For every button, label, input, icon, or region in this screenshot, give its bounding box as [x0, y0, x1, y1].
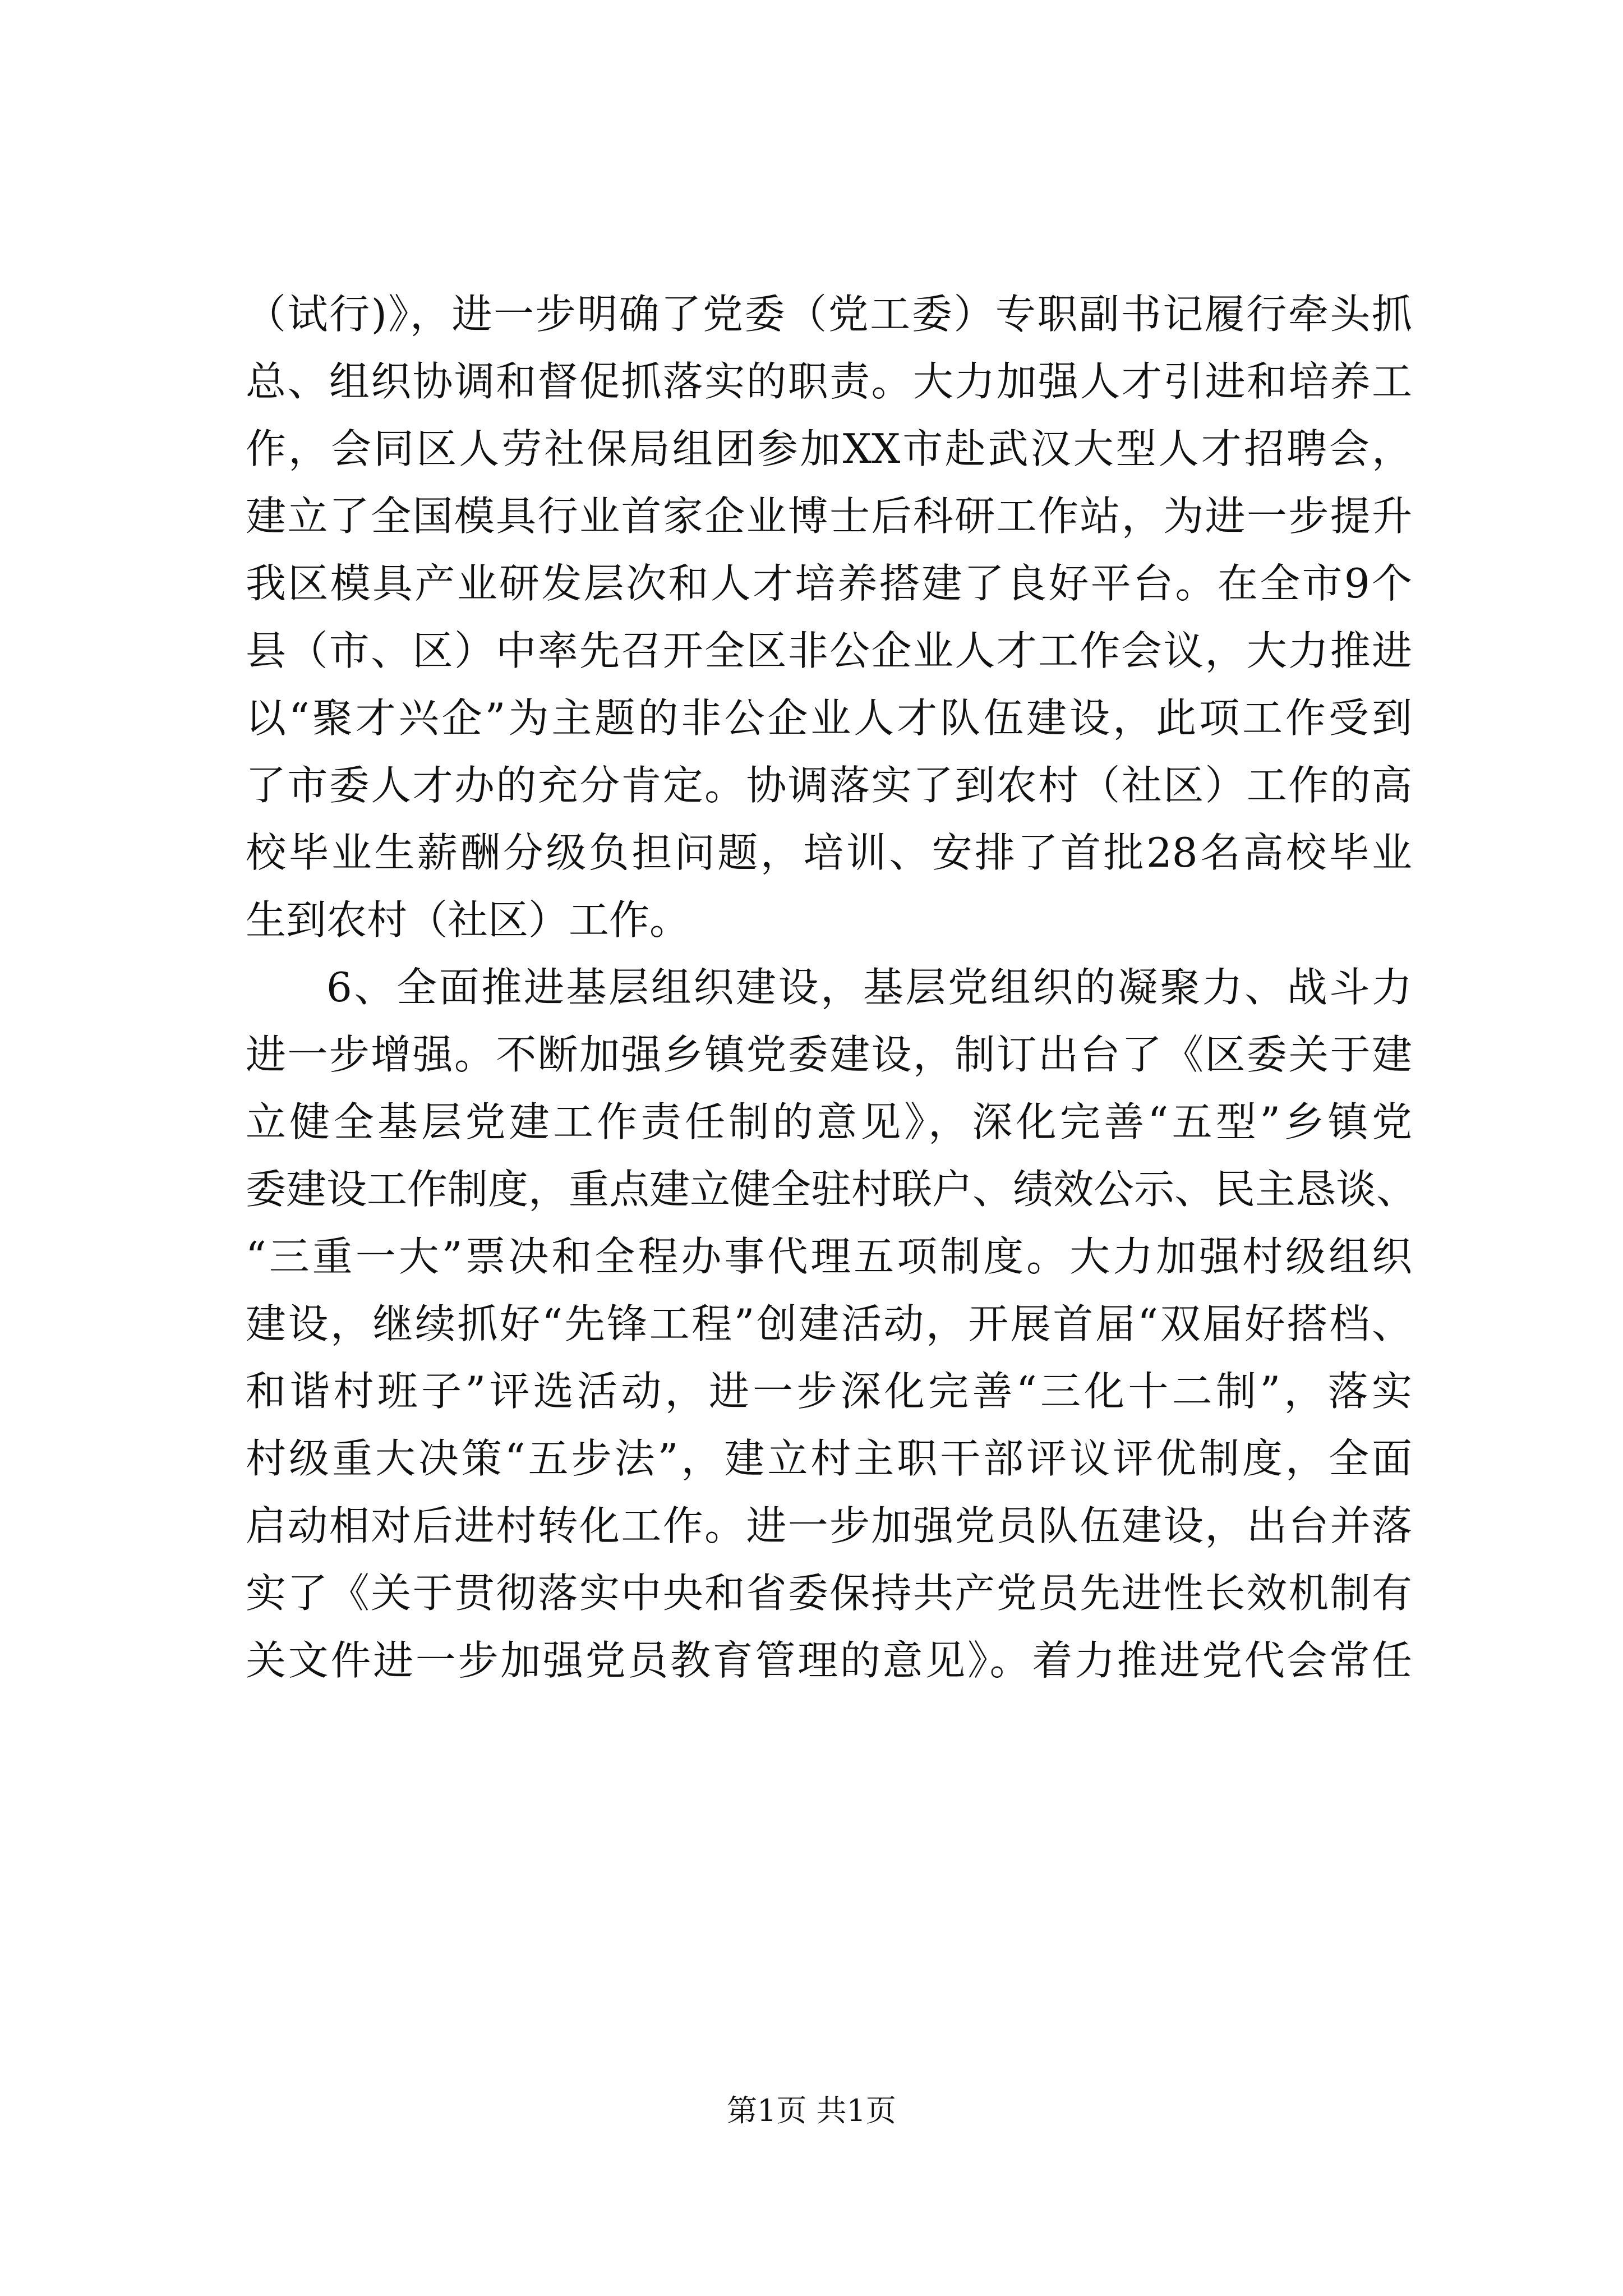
text-line: 启动相对后进村转化工作。进一步加强党员队伍建设，出台并落: [246, 1502, 1412, 1549]
document-body: [246, 280, 1417, 1694]
text-line: 建立了全国模具行业首家企业博士后科研工作站，为进一步提升: [246, 493, 1412, 540]
text-line: 村级重大决策“五步法”，建立村主职干部评议评优制度，全面: [246, 1435, 1412, 1482]
page-footer: [0, 2087, 1623, 2130]
text-line: 校毕业生薪酬分级负担问题，培训、安排了首批28名高校毕业: [246, 829, 1412, 876]
text-line: 我区模具产业研发层次和人才培养搭建了良好平台。在全市9个: [246, 560, 1412, 607]
text-line: （试行)》，进一步明确了党委（党工委）专职副书记履行牵头抓: [246, 291, 1412, 338]
page-number-label: 第1页 共1页: [727, 2093, 896, 2128]
text-line: 作，会同区人劳社保局组团参加XX市赴武汉大型人才招聘会，: [246, 425, 1412, 472]
text-line: 县（市、区）中率先召开全区非公企业人才工作会议，大力推进: [246, 627, 1412, 674]
paragraph-1: [246, 280, 1412, 954]
text-line: 和谐村班子”评选活动，进一步深化完善“三化十二制”，落实: [246, 1368, 1412, 1415]
text-line: 了市委人才办的充分肯定。协调落实了到农村（社区）工作的高: [246, 762, 1412, 809]
text-line: 实了《关于贯彻落实中央和省委保持共产党员先进性长效机制有: [246, 1570, 1412, 1617]
text-line: 委建设工作制度，重点建立健全驻村联户、绩效公示、民主恳谈、: [246, 1166, 1417, 1213]
paragraph-2: [246, 954, 1417, 1694]
text-line: 6、全面推进基层组织建设，基层党组织的凝聚力、战斗力: [326, 964, 1412, 1011]
text-line: 关文件进一步加强党员教育管理的意见》。着力推进党代会常任: [246, 1637, 1412, 1684]
text-line: “三重一大”票决和全程办事代理五项制度。大力加强村级组织: [246, 1233, 1412, 1280]
text-line: 立健全基层党建工作责任制的意见》，深化完善“五型”乡镇党: [246, 1098, 1412, 1145]
text-line: 总、组织协调和督促抓落实的职责。大力加强人才引进和培养工: [246, 358, 1412, 405]
text-line: 建设，继续抓好“先锋工程”创建活动，开展首届“双届好搭档、: [246, 1300, 1412, 1347]
text-line: 生到农村（社区）工作。: [246, 896, 690, 944]
text-line: 进一步增强。不断加强乡镇党委建设，制订出台了《区委关于建: [246, 1031, 1412, 1078]
text-line: 以“聚才兴企”为主题的非公企业人才队伍建设，此项工作受到: [246, 694, 1412, 742]
